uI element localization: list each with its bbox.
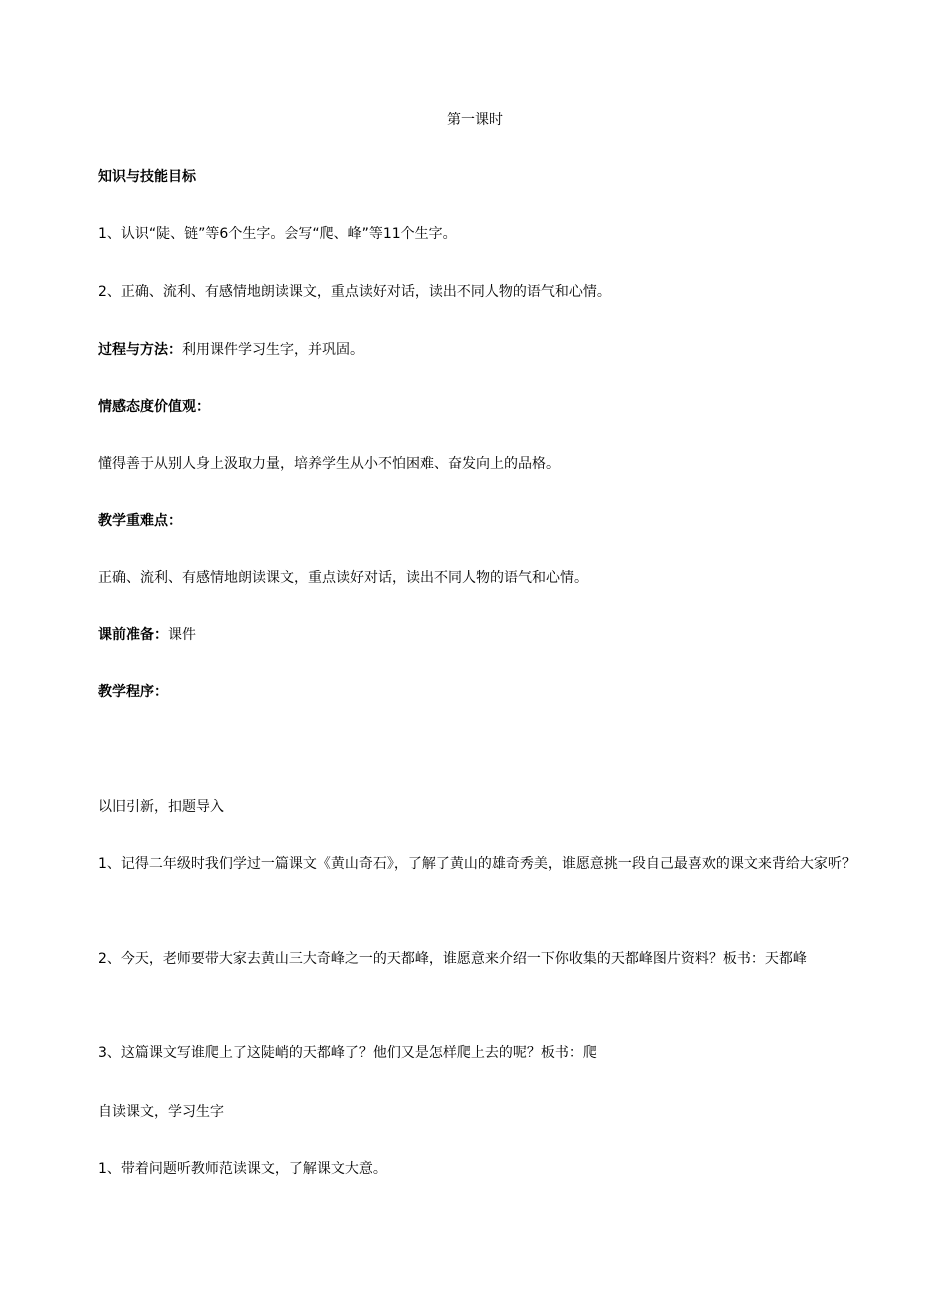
process-text: 利用课件学习生字，并巩固。 (182, 342, 364, 358)
knowledge-item-1: 1、认识“陡、链”等6个生字。会写“爬、峰”等11个生字。 (98, 226, 457, 242)
knowledge-heading: 知识与技能目标 (98, 169, 196, 185)
page-title: 第一课时 (447, 112, 503, 128)
preparation-text: 课件 (168, 627, 196, 643)
section-1-item-3: 3、这篇课文写谁爬上了这陡峭的天都峰了？他们又是怎样爬上去的呢？板书：爬 (98, 1045, 597, 1061)
key-points-heading: 教学重难点： (98, 513, 182, 529)
process-label: 过程与方法： (98, 342, 182, 358)
section-1-title: 以旧引新，扣题导入 (98, 799, 224, 815)
section-2-title: 自读课文，学习生字 (98, 1104, 224, 1120)
key-points-text: 正确、流利、有感情地朗读课文，重点读好对话，读出不同人物的语气和心情。 (98, 570, 588, 586)
emotion-heading: 情感态度价值观： (98, 399, 210, 415)
preparation-label: 课前准备： (98, 627, 168, 643)
section-2-item-1: 1、带着问题听教师范读课文，了解课文大意。 (98, 1161, 387, 1177)
section-1-item-1: 1、记得二年级时我们学过一篇课文《黄山奇石》，了解了黄山的雄奇秀美，谁愿意挑一段自己最喜欢的课文来背给大家听？ (98, 856, 856, 872)
emotion-text: 懂得善于从别人身上汲取力量，培养学生从小不怕困难、奋发向上的品格。 (98, 456, 560, 472)
procedure-heading: 教学程序： (98, 684, 168, 700)
knowledge-item-2: 2、正确、流利、有感情地朗读课文，重点读好对话，读出不同人物的语气和心情。 (98, 284, 611, 300)
preparation-paragraph (98, 625, 858, 645)
section-1-item-2: 2、今天，老师要带大家去黄山三大奇峰之一的天都峰，谁愿意来介绍一下你收集的天都峰图片资料？板书：天都峰 (98, 951, 807, 967)
process-paragraph (98, 340, 858, 360)
